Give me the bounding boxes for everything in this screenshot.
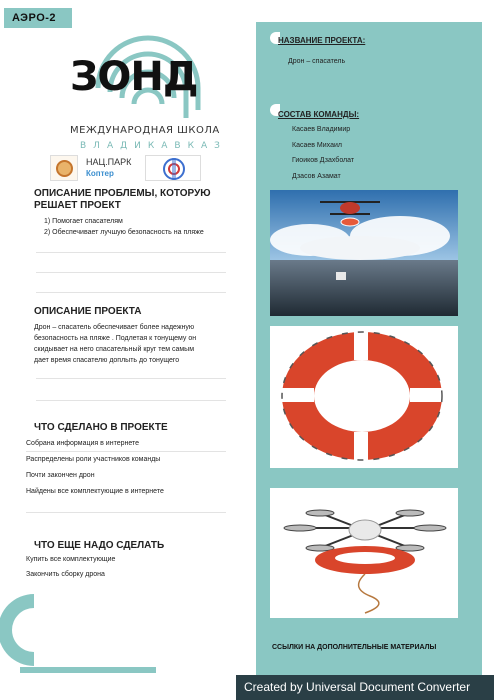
- description-text: [34, 322, 224, 366]
- description-line: Дрон – спасатель обеспечивает более надежную: [34, 324, 195, 331]
- description-line: безопасность на пляже . Подлетая к тонущему он: [34, 335, 197, 342]
- partner-emblem: [145, 155, 201, 181]
- team-member: Дзасов Азамат: [292, 173, 341, 180]
- project-label: НАЗВАНИЕ ПРОЕКТА:: [278, 36, 366, 45]
- done-item: Найдены все комплектующие в интернете: [26, 488, 164, 495]
- team-member: Гиоиков Дзахболат: [292, 157, 355, 164]
- todo-item: Закончить сборку дрона: [26, 571, 105, 578]
- team-member: Касаев Владимир: [292, 126, 351, 133]
- divider: [36, 252, 226, 253]
- logo-word: ЗОНД: [70, 54, 198, 100]
- emblem-icon: [146, 156, 202, 182]
- links-label: ССЫЛКИ НА ДОПОЛНИТЕЛЬНЫЕ МАТЕРИАЛЫ: [272, 644, 437, 651]
- problem-list: [44, 218, 204, 240]
- problem-heading-2: РЕШАЕТ ПРОЕКТ: [34, 200, 121, 211]
- drone-with-lifebuoy-photo: [270, 488, 458, 618]
- todo-heading: ЧТО ЕЩЕ НАДО СДЕЛАТЬ: [34, 540, 165, 551]
- partner-name-copter: Коптер: [86, 169, 114, 178]
- divider: [36, 272, 226, 273]
- park-logo: [50, 155, 78, 181]
- team-member: Касаев Михаил: [292, 142, 342, 149]
- done-item: Почти закончен дрон: [26, 472, 95, 479]
- description-line: скидывает на него спасательный круг тем самым: [34, 346, 195, 353]
- partner-name-park: НАЦ.ПАРК: [86, 157, 132, 167]
- decorative-arc: [0, 590, 34, 670]
- divider: [26, 512, 226, 513]
- decorative-bar: [20, 667, 156, 673]
- divider: [36, 292, 226, 293]
- divider: [26, 451, 226, 452]
- divider: [36, 400, 226, 401]
- team-label: СОСТАВ КОМАНДЫ:: [278, 110, 360, 119]
- done-heading: ЧТО СДЕЛАНО В ПРОЕКТЕ: [34, 422, 168, 433]
- zond-logo: [60, 28, 240, 128]
- todo-item: Купить все комплектующие: [26, 556, 116, 563]
- description-line: дает время спасателю доплыть до тонущего: [34, 357, 180, 364]
- project-name: Дрон – спасатель: [288, 58, 346, 65]
- school-name: МЕЖДУНАРОДНАЯ ШКОЛА: [70, 125, 220, 136]
- city-name: ВЛАДИКАВКАЗ: [80, 141, 227, 151]
- lifebuoy-photo: [270, 326, 458, 468]
- problem-heading-1: ОПИСАНИЕ ПРОБЛЕМЫ, КОТОРУЮ: [34, 188, 211, 199]
- converter-watermark: Created by Universal Document Converter: [236, 675, 494, 700]
- team-tag: АЭРО-2: [4, 8, 72, 28]
- list-item: 2) Обеспечивает лучшую безопасность на пляже: [44, 229, 204, 236]
- done-item: Распределены роли участников команды: [26, 456, 161, 463]
- list-item: 1) Помогает спасателям: [44, 218, 123, 225]
- drone-over-sea-photo: [270, 190, 458, 316]
- description-heading: ОПИСАНИЕ ПРОЕКТА: [34, 306, 142, 317]
- done-item: Собрана информация в интернете: [26, 440, 140, 447]
- divider: [36, 378, 226, 379]
